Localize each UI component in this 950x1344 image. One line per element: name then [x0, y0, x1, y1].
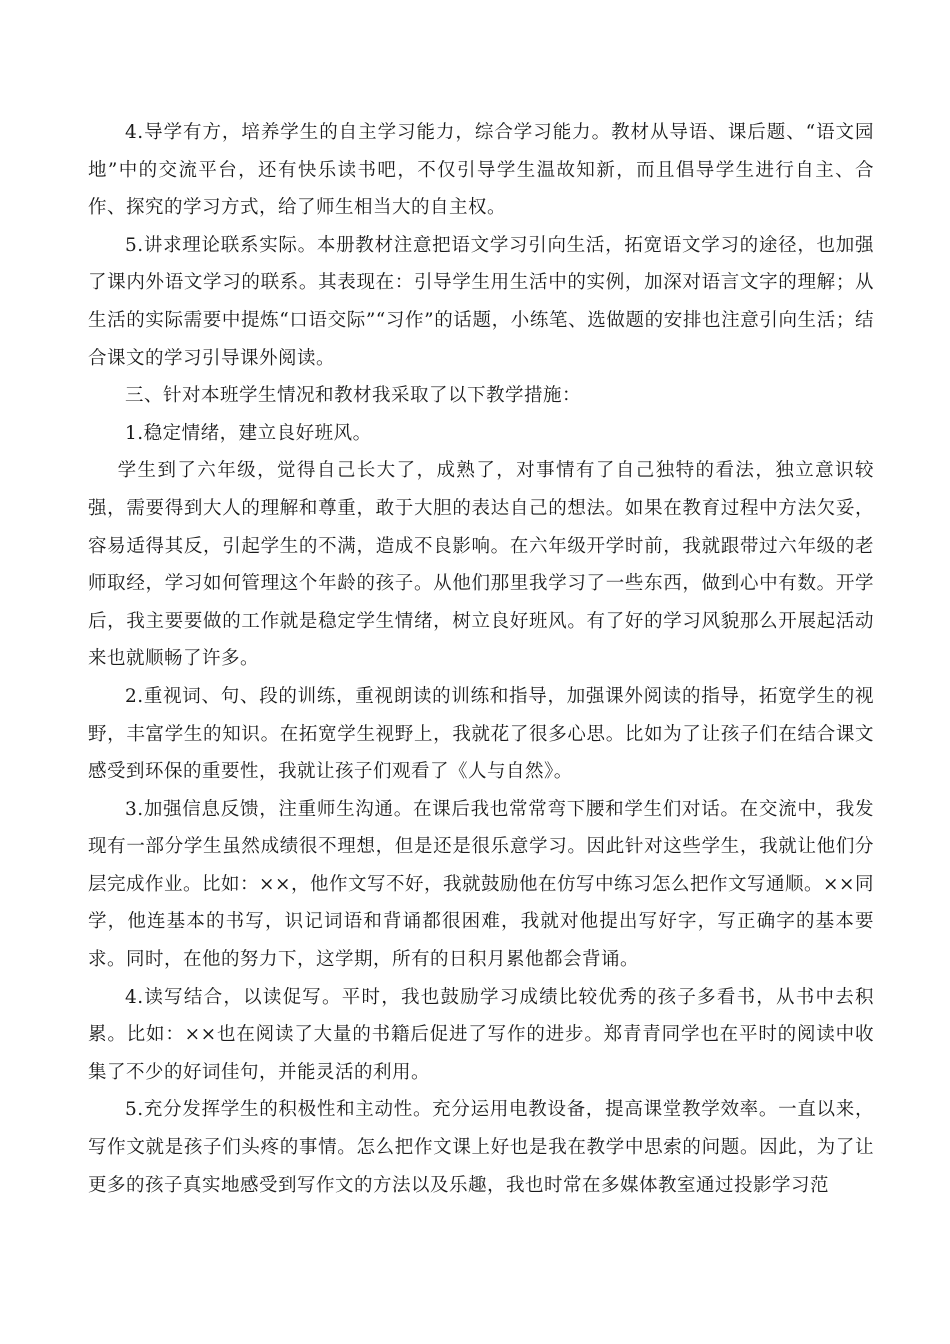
- paragraph-measure-3: 3.加强信息反馈，注重师生沟通。在课后我也常常弯下腰和学生们对话。在交流中，我发现有一部分学生虽然成绩很不理想，但是还是很乐意学习。因此针对这些学生，我就让他们分层完成作业。比如：××，他作文写不好，我就鼓励他在仿写中练习怎么把作文写通顺。××同学，他连基本的书写，识记词语和背诵都很困难，我就对他提出写好字，写正确字的基本要求。同时，在他的努力下，这学期，所有的日积月累他都会背诵。: [88, 798, 875, 971]
- paragraph-measure-1-title: 1.稳定情绪，建立良好班风。: [125, 422, 372, 444]
- paragraph-measure-5: 5.充分发挥学生的积极性和主动性。充分运用电教设备，提高课堂教学效率。一直以来，写作文就是孩子们头疼的事情。怎么把作文课上好也是我在教学中思索的问题。因此，为了让更多的孩子真实地感受到写作文的方法以及乐趣，我也时常在多媒体教室通过投影学习范: [88, 1099, 874, 1196]
- paragraph-measure-4: 4.读写结合，以读促写。平时，我也鼓励学习成绩比较优秀的孩子多看书，从书中去积累。比如：××也在阅读了大量的书籍后促进了写作的进步。郑青青同学也在平时的阅读中收集了不少的好词佳句，并能灵活的利用。: [88, 986, 874, 1083]
- paragraph-guided-learning: 4.导学有方，培养学生的自主学习能力，综合学习能力。教材从导语、课后题、“语文园地”中的交流平台，还有快乐读书吧，不仅引导学生温故知新，而且倡导学生进行自主、合作、探究的学习方式，给了师生相当大的自主权。: [88, 122, 874, 219]
- paragraph-measure-1-body: 学生到了六年级，觉得自己长大了，成熟了，对事情有了自己独特的看法，独立意识较强，需要得到大人的理解和尊重，敢于大胆的表达自己的想法。如果在教育过程中方法欠妥，容易适得其反，引起学生的不满，造成不良影响。在六年级开学时前，我就跟带过六年级的老师取经，学习如何管理这个年龄的孩子。从他们那里我学习了一些东西，做到心中有数。开学后，我主要要做的工作就是稳定学生情绪，树立良好班风。有了好的学习风貌那么开展起活动来也就顺畅了许多。: [88, 460, 874, 670]
- section-heading-teaching-measures: 三、针对本班学生情况和教材我采取了以下教学措施：: [125, 385, 582, 407]
- document-body: [88, 114, 874, 1204]
- paragraph-measure-2: 2.重视词、句、段的训练，重视朗读的训练和指导，加强课外阅读的指导，拓宽学生的视野，丰富学生的知识。在拓宽学生视野上，我就花了很多心思。比如为了让孩子们在结合课文感受到环保的重要性，我就让孩子们观看了《人与自然》。: [88, 685, 874, 783]
- paragraph-theory-practice: 5.讲求理论联系实际。本册教材注意把语文学习引向生活，拓宽语文学习的途径，也加强了课内外语文学习的联系。其表现在：引导学生用生活中的实例，加深对语言文字的理解；从生活的实际需要中提炼“口语交际”“习作”的话题，小练笔、选做题的安排也注意引向生活；结合课文的学习引导课外阅读。: [88, 234, 874, 369]
